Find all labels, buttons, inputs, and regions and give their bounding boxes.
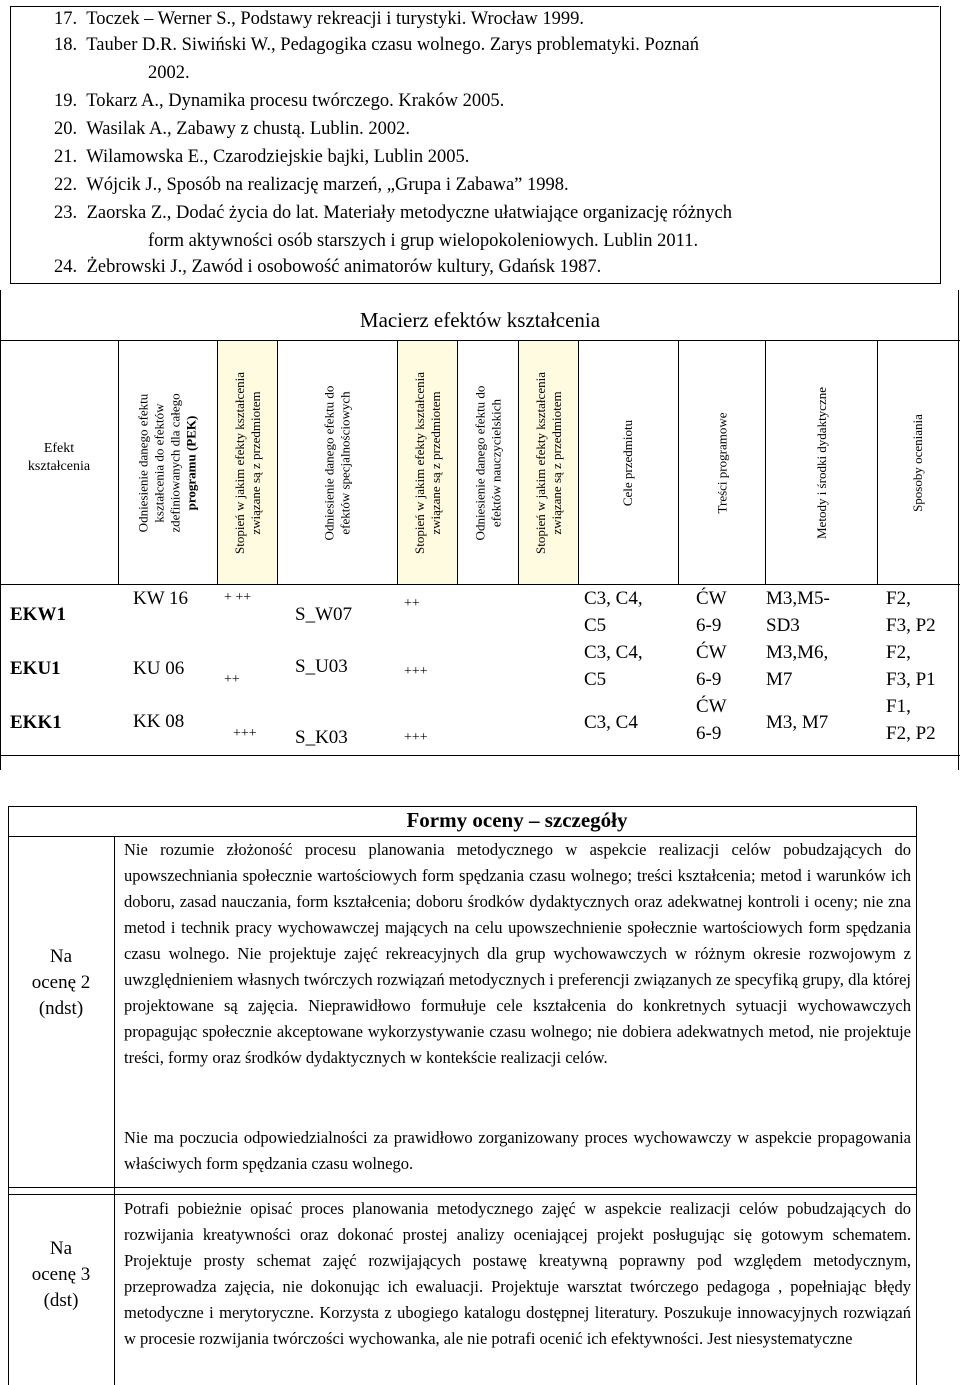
- rule: [958, 290, 959, 770]
- bib-item: 24. Żebrowski J., Zawód i osobowość animatorów kultury, Gdańsk 1987.: [54, 257, 602, 277]
- header-methods: Metody i środki dydaktyczne: [813, 386, 829, 539]
- header-specialty-ref: Odniesienie danego efektu do efektów specjalnościowych: [321, 385, 353, 540]
- header-goals: Cele przedmiotu: [620, 419, 636, 506]
- header-assessment: Sposoby oceniania: [910, 413, 925, 512]
- row-content: ĆW 6-9: [696, 696, 727, 744]
- row-assessment: F2, F3, P2: [886, 588, 936, 636]
- grade-2-text: Nie ma poczucia odpowiedzialności za prawidłowo zorganizowany proces wychowawczy w aspekcie propagowania właściwych form spędzania czasu wolnego.: [124, 1128, 911, 1173]
- grade-3-text: Potrafi pobieżnie opisać proces planowania metodycznego zajęć w aspekcie realizacji celów pobudzających do rozwijania kreatywności oraz dokonać prostej analizy oceniającej projekt posługując się gotowym schematem. Projektuje prosty schemat zajęć rozwijających postawę kreatywną poprawny pod względem metodycznym, przeprowadza zajęcia, nie dokonując ich ewaluacji. Projektuje warsztat twórczego pedagoga , popełniając błędy metodyczne i merytoryczne. Korzysta z ubogiego katalogu dostępnej literatury. Poszukuje innowacyjnych rozwiązań w procesie rozwijania twórczości wychowanka, ale nie potrafi ocenić ich efektywności. Jest niesystematyczne: [124, 1199, 911, 1348]
- rule: [8, 1194, 917, 1195]
- grade-3-label: Na ocenę 3 (dst): [31, 1238, 91, 1311]
- row-methods: M3, M7: [766, 712, 829, 733]
- rule: [114, 836, 115, 1385]
- row-effect: EKW1: [10, 604, 66, 625]
- rule: [0, 290, 1, 770]
- header-teacher-ref: Odniesienie danego efektu do efektów nauczycielskich: [472, 385, 503, 540]
- bib-item: 21. Wilamowska E., Czarodziejskie bajki, Lublin 2005.: [54, 147, 470, 167]
- row-degree-1: +++: [233, 726, 257, 741]
- row-degree-1: ++: [224, 672, 240, 687]
- row-specialty: S_K03: [295, 727, 348, 748]
- row-specialty: S_U03: [295, 656, 348, 677]
- bib-item: 22. Wójcik J., Sposób na realizację marzeń, „Grupa i Zabawa” 1998.: [54, 175, 569, 195]
- row-specialty: S_W07: [295, 604, 352, 625]
- rule: [0, 755, 960, 756]
- row-goals: C3, C4, C5: [584, 588, 643, 636]
- forms-title: Formy oceny – szczegóły: [406, 808, 628, 832]
- rule: [8, 1187, 917, 1188]
- row-degree-2: +++: [404, 664, 428, 679]
- row-methods: M3,M5- SD3: [766, 588, 830, 636]
- bib-item-cont: 2002.: [148, 63, 190, 83]
- row-pek: KK 08: [133, 711, 185, 732]
- row-effect: EKK1: [10, 712, 62, 733]
- row-degree-2: ++: [404, 596, 420, 611]
- rule: [8, 806, 917, 807]
- row-degree-1: + ++: [224, 590, 252, 605]
- row-content: ĆW 6-9: [696, 642, 727, 690]
- row-goals: C3, C4, C5: [584, 642, 643, 690]
- row-goals: C3, C4: [584, 712, 638, 733]
- rule: [916, 806, 917, 1385]
- bib-item-cont: form aktywności osób starszych i grup wielopokoleniowych. Lublin 2011.: [148, 231, 699, 251]
- assessment-forms: [0, 800, 960, 1385]
- bib-item: 20. Wasilak A., Zabawy z chustą. Lublin. 2002.: [54, 119, 411, 139]
- bib-item: 17. Toczek – Werner S., Podstawy rekreacji i turystyki. Wrocław 1999.: [54, 9, 585, 29]
- header-content: Treści programowe: [714, 412, 730, 513]
- rule: [8, 806, 9, 1385]
- matrix-title: Macierz efektów kształcenia: [359, 308, 601, 332]
- row-pek: KU 06: [133, 658, 185, 679]
- header-degree-3: Stopień w jakim efekty kształcenia związane są z przedmiotem: [519, 341, 578, 584]
- header-degree-1: Stopień w jakim efekty kształcenia związane są z przedmiotem: [218, 341, 277, 584]
- header-degree-2: Stopień w jakim efekty kształcenia związane są z przedmiotem: [398, 341, 457, 584]
- row-pek: KW 16: [133, 588, 189, 609]
- row-methods: M3,M6, M7: [766, 642, 829, 690]
- row-content: ĆW 6-9: [696, 588, 727, 636]
- row-degree-2: +++: [404, 730, 428, 745]
- header-program-ref: Odniesienie danego efektu kształcenia do efektów zdefiniowanych dla całego programu (PEK): [136, 392, 200, 533]
- row-assessment: F1, F2, P2: [886, 696, 936, 744]
- row-effect: EKU1: [10, 658, 61, 679]
- grade-2-text: Nie rozumie złożoność procesu planowania metodycznego w aspekcie realizacji celów pobudzających do upowszechniania społecznie wartościowych form spędzania czasu wolnego; treści kształcenia; metod i warunków ich doboru, zasad nauczania, form kształcenia; doboru środków dydaktycznych oraz adekwatnej kontroli i oceny; nie zna metod i technik pracy wychowawczej mających na celu upowszechnienie społecznie wartościowych form spędzania czasu wolnego. Nie projektuje zajęć rekreacyjnych dla grup wychowawczych w różnym okresie rozwojowym z uwzględnieniem własnych twórczych rozwiązań metodycznych i preferencji związanych ze specyfiką grupy, dla której projektowane są zajęcia. Nieprawidłowo formułuje cele kształcenia do konkretnych sytuacji wychowawczych propagując społecznie akceptowane wykorzystywanie czasu wolnego; nie dobiera adekwatnych metod, nie projektuje treści, formy oraz środków dydaktycznych w kontekście realizacji celów.: [124, 840, 911, 1067]
- bibliography: [2, 0, 952, 285]
- effects-matrix: [0, 290, 960, 770]
- row-assessment: F2, F3, P1: [886, 642, 936, 690]
- bib-item: 18. Tauber D.R. Siwiński W., Pedagogika czasu wolnego. Zarys problematyki. Poznań: [54, 35, 699, 55]
- bib-item: 23. Zaorska Z., Dodać życia do lat. Materiały metodyczne ułatwiające organizację różnych: [54, 203, 732, 223]
- header-effect: Efekt kształcenia: [27, 441, 91, 474]
- grade-2-label: Na ocenę 2 (ndst): [31, 946, 91, 1019]
- bib-item: 19. Tokarz A., Dynamika procesu twórczego. Kraków 2005.: [54, 91, 505, 111]
